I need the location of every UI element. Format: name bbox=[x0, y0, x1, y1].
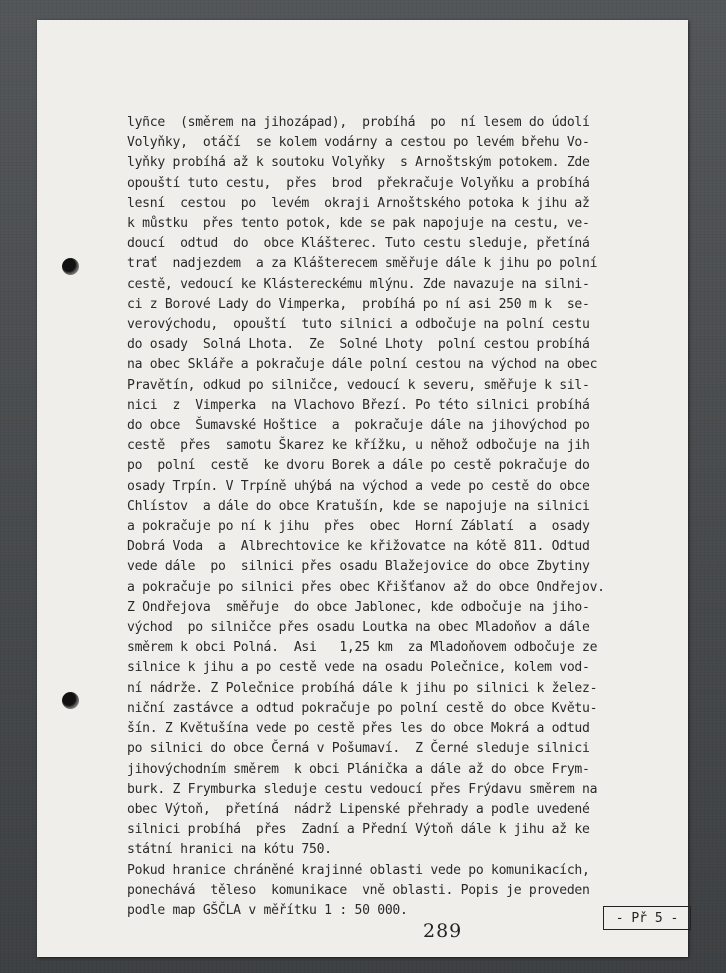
text-line: cestě, vedoucí ke Klástereckému mlýnu. Zde navazuje na silni- bbox=[127, 276, 590, 292]
text-line: osady Trpín. V Trpíně uhýbá na východ a vede po cestě do obce bbox=[127, 478, 590, 494]
text-line: východ po silničce přes osadu Loutka na obec Mladoňov a dále bbox=[127, 620, 590, 636]
text-line: nici z Vimperka na Vlachovo Březí. Po této silnici probíhá bbox=[127, 397, 590, 413]
text-line: Dobrá Voda a Albrechtovice ke křižovatce na kótě 811. Odtud bbox=[127, 539, 590, 555]
text-line: silnice k jihu a po cestě vede na osadu Polečnice, kolem vod- bbox=[127, 660, 590, 676]
text-line: lyňky probíhá až k soutoku Volyňky s Arnoštským potokem. Zde bbox=[127, 155, 590, 171]
text-line: ci z Borové Lady do Vimperka, probíhá po ní asi 250 m k se- bbox=[127, 296, 590, 312]
text-line: vede dále po silnici přes osadu Blažejovice do obce Zbytiny bbox=[127, 559, 590, 575]
text-line: Z Ondřejova směřuje do obce Jablonec, kde odbočuje na jiho- bbox=[127, 599, 590, 615]
text-line: niční zastávce a odtud pokračuje po polní cestě do obce Květu- bbox=[127, 700, 598, 716]
text-line: lesní cestou po levém okraji Arnoštského potoka k jihu až bbox=[127, 195, 590, 211]
text-line: silnici probíhá přes Zadní a Přední Výtoň dále k jihu až ke bbox=[127, 822, 590, 838]
text-line: Pokud hranice chráněné krajinné oblasti vede po komunikacích, bbox=[127, 862, 590, 878]
text-line: podle map GŠČLA v měřítku 1 : 50 000. bbox=[127, 902, 408, 918]
text-line: k můstku přes tento potok, kde se pak napojuje na cestu, ve- bbox=[127, 216, 590, 232]
text-line: obec Výtoň, přetíná nádrž Lipenské přehrady a podle uvedené bbox=[127, 801, 590, 817]
text-line: verovýchodu, opouští tuto silnici a odbočuje na polní cestu bbox=[127, 317, 590, 333]
sheet-label-box bbox=[603, 906, 691, 930]
text-line: směrem k obci Polná. Asi 1,25 km za Mladoňovem odbočuje ze bbox=[127, 640, 598, 656]
text-line: po polní cestě ke dvoru Borek a dále po cestě pokračuje do bbox=[127, 458, 590, 474]
text-line: Chlístov a dále do obce Kratušín, kde se napojuje na silnici bbox=[127, 498, 590, 514]
text-line: Pravětín, odkud po silničce, vedoucí k severu, směřuje k sil- bbox=[127, 377, 590, 393]
punch-hole-top bbox=[62, 258, 79, 275]
text-line: cestě přes samotu Škarez ke křížku, u něhož odbočuje na jih bbox=[127, 438, 590, 454]
text-line: do obce Šumavské Hoštice a pokračuje dále na jihovýchod po bbox=[127, 418, 590, 434]
text-line: do osady Solná Lhota. Ze Solné Lhoty polní cestou probíhá bbox=[127, 337, 590, 353]
text-line: a pokračuje po silnici přes obec Křišťanov až do obce Ondřejov. bbox=[127, 579, 605, 595]
text-line: a pokračuje po ní k jihu přes obec Horní Záblatí a osady bbox=[127, 519, 590, 535]
text-line: jihovýchodním směrem k obci Plánička a dále až do obce Frym- bbox=[127, 761, 590, 777]
punch-hole-bottom bbox=[62, 692, 79, 709]
text-line: státní hranici na kótu 750. bbox=[127, 842, 332, 858]
text-line: burk. Z Frymburka sleduje cestu vedoucí přes Frýdavu směrem na bbox=[127, 781, 598, 797]
text-line: na obec Skláře a pokračuje dále polní cestou na východ na obec bbox=[127, 357, 598, 373]
text-line: ní nádrže. Z Polečnice probíhá dále k jihu po silnici k želez- bbox=[127, 680, 598, 696]
text-line: doucí odtud do obce Klášterec. Tuto cestu sleduje, přetíná bbox=[127, 236, 590, 252]
text-line: trať nadjezdem a za Klášterecem směřuje dále k jihu po polní bbox=[127, 256, 598, 272]
text-line: po silnici do obce Černá v Pošumaví. Z Černé sleduje silnici bbox=[127, 741, 590, 757]
page-number: 289 bbox=[423, 920, 463, 942]
text-line: Volyňky, otáčí se kolem vodárny a cestou po levém břehu Vo- bbox=[127, 135, 590, 151]
body-text bbox=[127, 113, 677, 921]
text-line: šín. Z Květušína vede po cestě přes les do obce Mokrá a odtud bbox=[127, 721, 590, 737]
sheet-label: - Př 5 - bbox=[615, 910, 679, 926]
text-line: lyñce (směrem na jihozápad), probíhá po ní lesem do údolí bbox=[127, 115, 590, 130]
document-page bbox=[37, 20, 688, 957]
text-line: ponechává těleso komunikace vně oblasti. Popis je proveden bbox=[127, 882, 590, 898]
text-line: opouští tuto cestu, přes brod překračuje Volyňku a probíhá bbox=[127, 175, 590, 191]
